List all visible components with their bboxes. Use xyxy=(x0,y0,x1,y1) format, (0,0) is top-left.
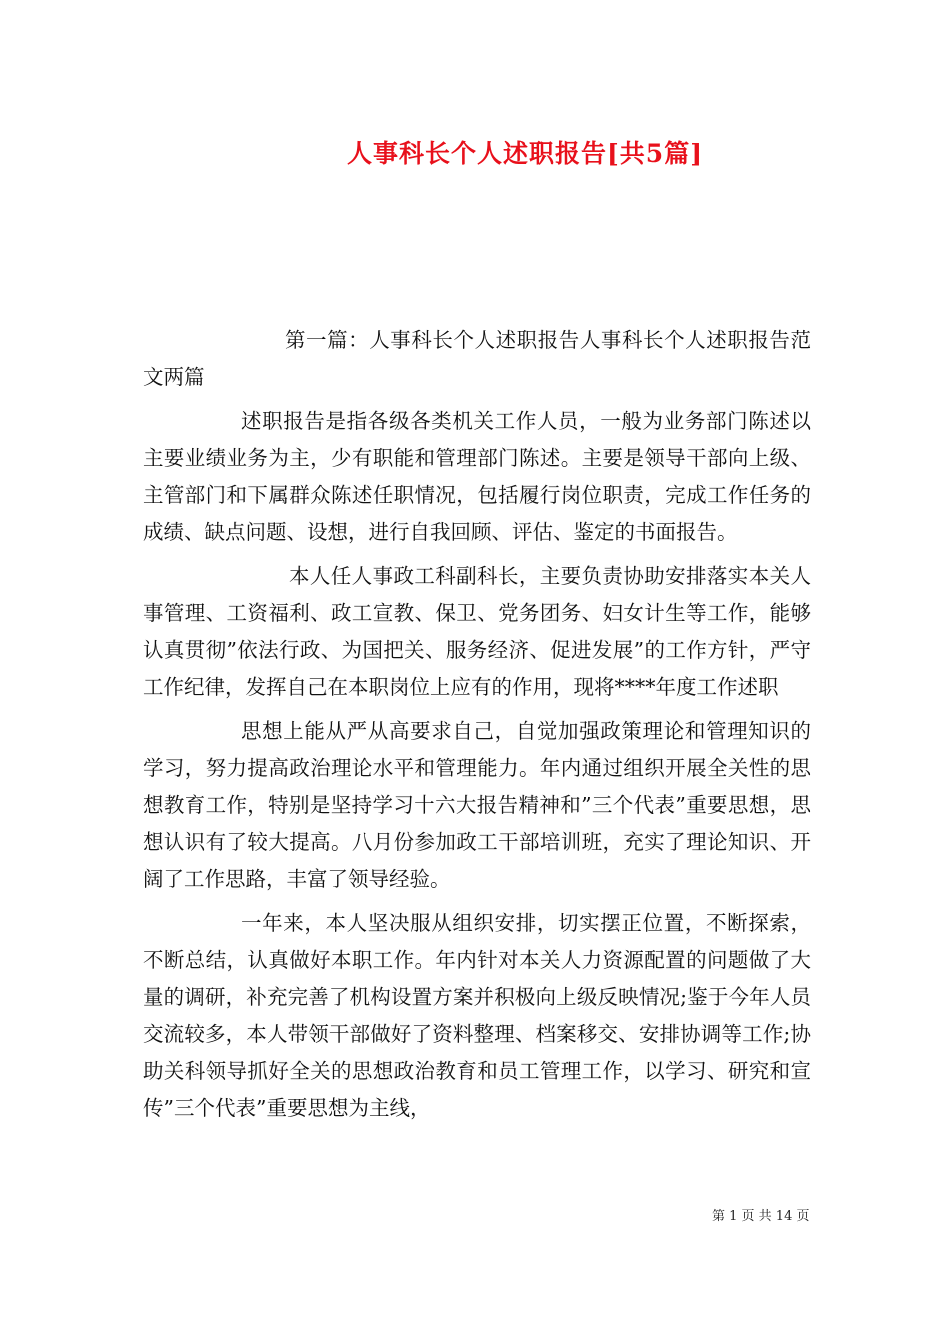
paragraph: 述职报告是指各级各类机关工作人员，一般为业务部门陈述以主要业绩业务为主，少有职能和管理部门陈述。主要是领导干部向上级、主管部门和下属群众陈述任职情况，包括履行岗位职责，完成工作任务的成绩、缺点问题、设想，进行自我回顾、评估、鉴定的书面报告。 xyxy=(143,409,811,544)
paragraph: 本人任人事政工科副科长，主要负责协助安排落实本关人事管理、工资福利、政工宣教、保卫、党务团务、妇女计生等工作，能够认真贯彻”依法行政、为国把关、服务经济、促进发展”的工作方针，严守工作纪律，发挥自己在本职岗位上应有的作用，现将****年度工作述职 xyxy=(143,564,811,699)
page-number: 第 1 页 共 14 页 xyxy=(712,1209,810,1224)
paragraph-heading: 第一篇：人事科长个人述职报告人事科长个人述职报告范文两篇 xyxy=(143,328,811,389)
page-title: 人事科长个人述职报告[共5篇] xyxy=(346,139,704,168)
paragraph: 思想上能从严从高要求自己，自觉加强政策理论和管理知识的学习，努力提高政治理论水平和管理能力。年内通过组织开展全关性的思想教育工作，特别是坚持学习十六大报告精神和”三个代表”重要思想，思想认识有了较大提高。八月份参加政工干部培训班，充实了理论知识、开阔了工作思路，丰富了领导经验。 xyxy=(143,719,811,891)
paragraph: 一年来，本人坚决服从组织安排，切实摆正位置，不断探索，不断总结，认真做好本职工作。年内针对本关人力资源配置的问题做了大量的调研，补充完善了机构设置方案并积极向上级反映情况;鉴于今年人员交流较多，本人带领干部做好了资料整理、档案移交、安排协调等工作;协助关科领导抓好全关的思想政治教育和员工管理工作，以学习、研究和宣传”三个代表”重要思想为主线， xyxy=(143,911,811,1120)
document-body xyxy=(143,322,811,1134)
